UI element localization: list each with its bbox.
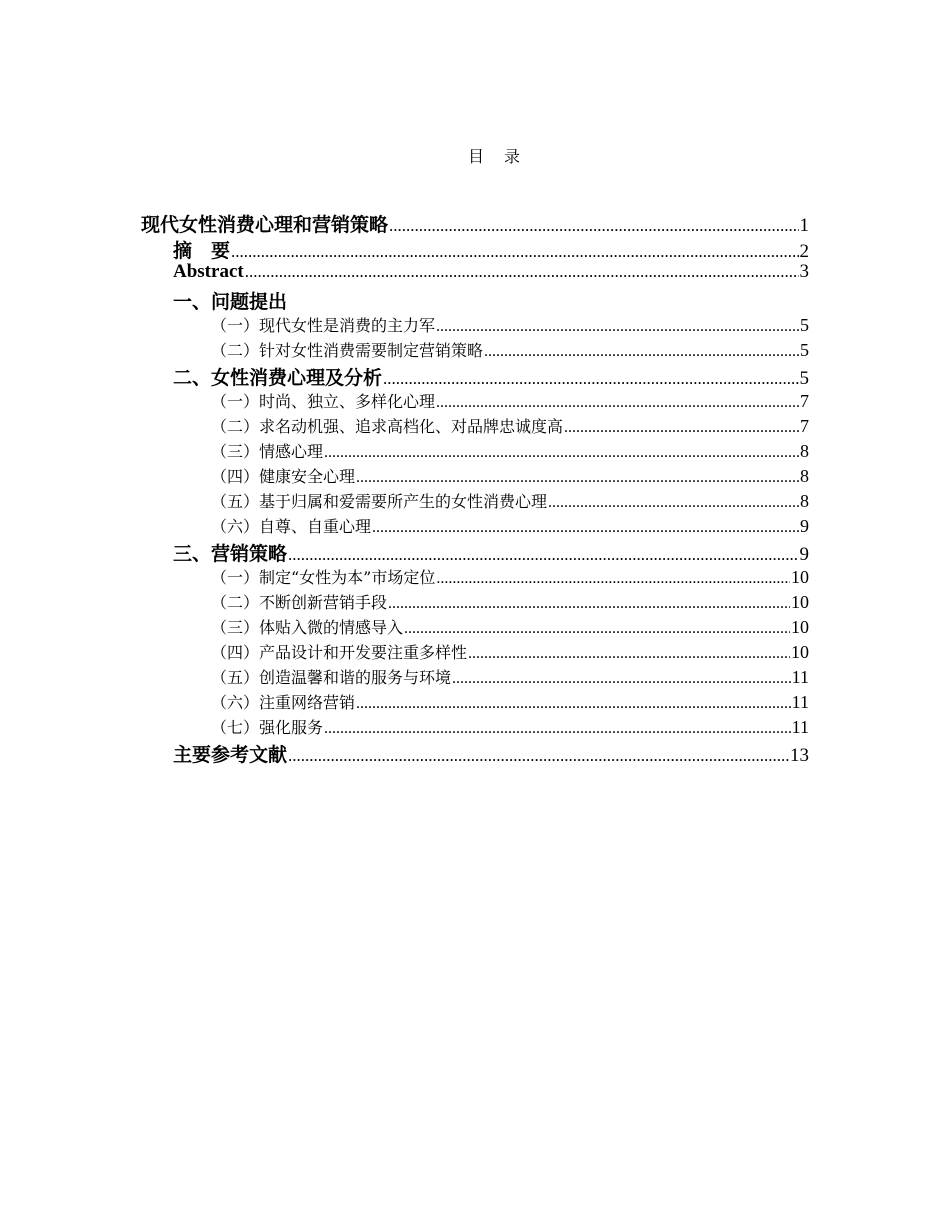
toc-page-number: 9 <box>800 516 809 536</box>
toc-leader-dots <box>389 216 798 236</box>
toc-entry-label: 现代女性消费心理和营销策略 <box>141 214 389 236</box>
toc-entry-label: （五）创造温馨和谐的服务与环境 <box>211 668 452 687</box>
toc-leader-dots <box>383 369 798 389</box>
toc-page-number: 3 <box>799 261 809 282</box>
toc-entry-label: （一）制定“女性为本”市场定位 <box>211 568 436 587</box>
toc-entry-label: 摘 要 <box>173 240 231 262</box>
toc-leader-dots <box>436 570 790 588</box>
toc-page-number: 5 <box>800 340 809 360</box>
toc-entry[interactable] <box>211 439 809 462</box>
toc-leader-dots <box>356 469 799 487</box>
toc-leader-dots <box>372 519 799 537</box>
toc-leader-dots <box>564 419 799 437</box>
toc-page-number: 5 <box>799 368 809 389</box>
toc-entry-label: 一、问题提出 <box>173 291 288 313</box>
toc-entry[interactable] <box>211 464 809 487</box>
toc-entry-section-3[interactable] <box>173 539 809 566</box>
toc-leader-dots <box>324 720 791 738</box>
toc-page-number: 11 <box>791 692 809 712</box>
toc-entry-label: （一）现代女性是消费的主力军 <box>211 316 436 335</box>
toc-leader-dots <box>548 494 799 512</box>
toc-page-number: 5 <box>800 315 809 335</box>
toc-entry-abstract-cn[interactable] <box>173 236 809 263</box>
toc-page-number: 8 <box>800 441 809 461</box>
toc-page-number: 10 <box>791 642 809 662</box>
toc-entry[interactable] <box>211 665 809 688</box>
toc-leader-dots <box>231 242 798 262</box>
toc-entry[interactable] <box>211 313 809 336</box>
toc-page-number: 8 <box>800 466 809 486</box>
toc-leader-dots <box>388 595 790 613</box>
toc-entry-label: （三）体贴入微的情感导入 <box>211 618 404 637</box>
toc-entry-section-1[interactable] <box>173 287 287 314</box>
toc-leader-dots <box>436 394 799 412</box>
toc-page-number: 10 <box>791 592 809 612</box>
toc-entry-label: （二）不断创新营销手段 <box>211 593 388 612</box>
toc-entry-label: （一）时尚、独立、多样化心理 <box>211 392 436 411</box>
toc-entry[interactable] <box>211 338 809 361</box>
toc-leader-dots <box>288 746 789 766</box>
toc-entry-label: 三、营销策略 <box>173 543 288 565</box>
toc-entry[interactable] <box>211 715 809 738</box>
toc-entry-label: （三）情感心理 <box>211 442 324 461</box>
toc-entry-label: （二）针对女性消费需要制定营销策略 <box>211 341 484 360</box>
toc-entry-label: Abstract <box>173 261 244 282</box>
toc-leader-dots <box>324 444 799 462</box>
toc-page-number: 8 <box>800 491 809 511</box>
toc-page-number: 1 <box>799 215 809 236</box>
toc-page-number: 10 <box>791 617 809 637</box>
toc-entry-label: （四）产品设计和开发要注重多样性 <box>211 643 468 662</box>
toc-entry-label: （六）自尊、自重心理 <box>211 517 372 536</box>
toc-entry[interactable] <box>211 615 809 638</box>
toc-entry-label: （二）求名动机强、追求高档化、对品牌忠诚度高 <box>211 417 564 436</box>
toc-leader-dots <box>288 545 798 565</box>
toc-entry[interactable] <box>211 489 809 512</box>
toc-entry-abstract-en[interactable] <box>173 261 809 283</box>
toc-title: 目 录 <box>467 147 522 166</box>
toc-entry[interactable] <box>211 565 809 588</box>
toc-entry[interactable] <box>211 590 809 613</box>
toc-page-number: 11 <box>791 667 809 687</box>
toc-leader-dots <box>245 262 799 282</box>
toc-entry-references[interactable] <box>173 740 809 767</box>
toc-leader-dots <box>484 343 799 361</box>
toc-leader-dots <box>404 620 790 638</box>
toc-entry-label: （六）注重网络营销 <box>211 693 356 712</box>
toc-page-number: 13 <box>790 745 809 766</box>
toc-entry[interactable] <box>211 690 809 713</box>
toc-leader-dots <box>452 670 791 688</box>
toc-entry-label: （四）健康安全心理 <box>211 467 356 486</box>
toc-page-number: 9 <box>799 544 809 565</box>
toc-entry[interactable] <box>211 389 809 412</box>
toc-entry-label: （五）基于归属和爱需要所产生的女性消费心理 <box>211 492 548 511</box>
toc-entry[interactable] <box>211 640 809 663</box>
toc-leader-dots <box>436 318 799 336</box>
toc-leader-dots <box>468 645 790 663</box>
toc-entry-section-2[interactable] <box>173 363 809 390</box>
toc-entry-label: （七）强化服务 <box>211 718 324 737</box>
toc-page-number: 10 <box>791 567 809 587</box>
toc-entry[interactable] <box>211 514 809 537</box>
toc-page-number: 7 <box>800 416 809 436</box>
toc-page-number: 11 <box>791 717 809 737</box>
toc-page-number: 2 <box>799 241 809 262</box>
toc-entry-label: 二、女性消费心理及分析 <box>173 367 383 389</box>
toc-entry-main-title[interactable] <box>141 210 809 237</box>
toc-entry[interactable] <box>211 414 809 437</box>
toc-leader-dots <box>356 695 791 713</box>
toc-entry-label: 主要参考文献 <box>173 744 288 766</box>
toc-page-number: 7 <box>800 391 809 411</box>
